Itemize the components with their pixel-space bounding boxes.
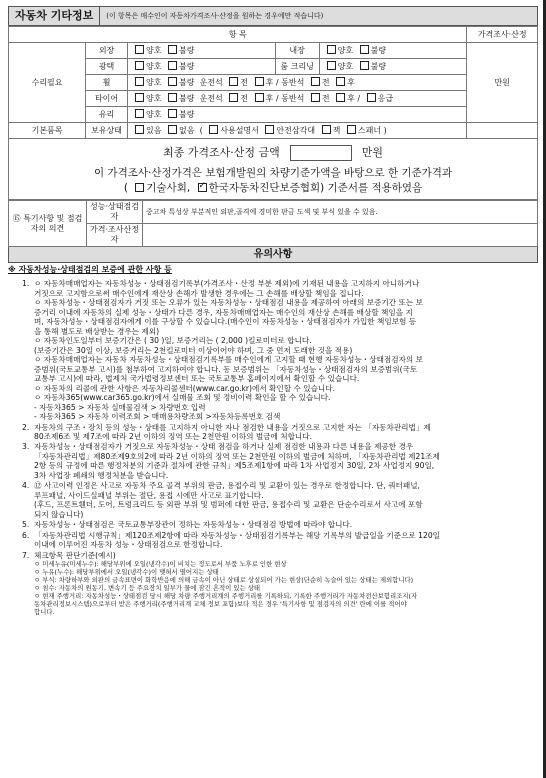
gloss-bad-checkbox[interactable]	[168, 61, 177, 70]
notice-line: 거짓으로 고지함으로써 매수인에게 재산상 손해가 발생한 경우에는 그 손해를 배상할 책임을 집니다.	[34, 288, 364, 298]
wheel-driver-rear-checkbox[interactable]	[255, 77, 264, 86]
notice-line: 「자동차관리법」제80조제9호의2에 따라 2년 이하의 징역 또는 2천만원 이하의 벌금에 처하며, 「자동차관리법 제21조제	[34, 451, 440, 461]
notice-item	[22, 442, 538, 480]
notice-sub-line: ㅇ 미세누유(미세누수): 해당부위에 오일(냉각수)이 비치는 정도로서 부품 노후로 인한 현상	[34, 560, 287, 569]
notice-sub-line: ㅇ 부식: 차량하부와 외판의 금속표면이 화학반응에 의해 금속이 아닌 상태로 상실되어 가는 현상(단순히 녹슬어 있는 상태는 제외합니다)	[34, 576, 414, 585]
possession-have-checkbox[interactable]	[135, 125, 144, 134]
section-note: (이 항목은 매수인이 자동차가격조사·산정을 원하는 경우에만 적습니다)	[106, 11, 324, 20]
notice-line: 루프패널, 사이드실패널 부위는 절단, 용접 시에만 사고로 표기합니다.	[34, 490, 264, 500]
tech-society-checkbox[interactable]	[135, 183, 144, 192]
exterior-options: 양호 불량	[127, 43, 275, 59]
final-price-label: 최종 가격조사·산정 금액	[162, 146, 280, 160]
glass-options: 양호 불량	[127, 107, 466, 123]
notice-line: 「자동차관리법 시행규칙」제120조제2항에 따라 자동차성능・상태점검기록부는 해당 기록부의 발급일을 기준으로 120일	[34, 530, 441, 540]
row-label-room-clean: 룸 크리닝	[275, 59, 319, 75]
notice-sub-line: 합니다.	[34, 608, 55, 617]
possession-options: 있음 없음 ( 사용설명서 안전삼각대 잭 스패너 )	[127, 123, 466, 139]
perf-inspector-label: 성능·상태점검자	[87, 201, 143, 224]
tire-options: 양호 불량 운전석 전 후 / 동반석 전 후 / 응급	[127, 91, 466, 107]
tire-bad-checkbox[interactable]	[168, 93, 177, 102]
notice-line: 이내에 이루어진 자동차 성능・상태점검으로 한정합니다.	[34, 540, 223, 550]
notice-line: 80조제6조 및 제7조에 따라 2년 이하의 징역 또는 2천만원 이하의 벌금에 처합니다.	[34, 432, 313, 441]
manual-checkbox[interactable]	[209, 125, 218, 134]
notice-sub-line: 동차관리정보시스템)으로부터 받은 주행거리(주행거리계 교체 정보 포함)보다 적은 경우 '특기사항 및 점검자의 의견' 란에 이를 적어야	[34, 600, 407, 609]
exterior-bad-checkbox[interactable]	[168, 45, 177, 54]
notice-item-number: 4.	[22, 481, 30, 491]
notice-sub-line: ㅇ 현재 주행거리: 자동차성능・상태점검 당시 해당 차량 주행거리계의 주행거리를 기록하되, 기록한 주행거리가 자동차전산보험리조지(자	[34, 592, 418, 601]
notice-line: ㅇ 자동차365(www.car365.go.kr)에서 실매물 조회 및 정비이력 확인을 할 수 있습니다.	[34, 393, 331, 403]
notice-item-number: 7.	[22, 550, 30, 560]
special-notes-table	[8, 200, 538, 247]
tire-passenger-rear-checkbox[interactable]	[336, 93, 345, 102]
notice-item	[22, 551, 538, 616]
section-header	[8, 6, 538, 26]
tire-passenger-front-checkbox[interactable]	[311, 93, 320, 102]
row-label-tire: 타이어	[86, 91, 128, 107]
notice-item-number: 5.	[22, 520, 30, 530]
notice-item-number: 3.	[22, 442, 30, 452]
interior-options: 양호 불량	[319, 43, 467, 59]
jack-checkbox[interactable]	[322, 125, 331, 134]
wheel-driver-front-checkbox[interactable]	[229, 77, 238, 86]
warranty-section-title: ※ 자동차성능·상태점검의 보증에 관한 사항 등	[8, 265, 172, 275]
notice-sub-line: ㅇ 침수: 자동차의 원동기, 변속기 등 주요장치 일부가 물에 잠긴 흔적이 있는 상태	[34, 584, 261, 593]
notice-item	[22, 279, 538, 421]
wheel-bad-checkbox[interactable]	[168, 77, 177, 86]
price-column-header: 가격조사·산정	[467, 27, 538, 43]
notice-line: 자동차성능・상태점검자가 거짓으로 자동차성능・상태 점검을 하거나 실제 점검한 내용과 다른 내용을 제공한 경우	[34, 442, 414, 452]
notice-item-number: 1.	[22, 279, 30, 289]
gloss-good-checkbox[interactable]	[135, 61, 144, 70]
interior-good-checkbox[interactable]	[327, 45, 336, 54]
glass-bad-checkbox[interactable]	[168, 109, 177, 118]
row-label-exterior: 외장	[86, 43, 128, 59]
notice-line: ㅇ 자동차의 리콜에 관한 사항은 자동차리콜센터(www.car.go.kr)에서 확인할 수 있습니다.	[34, 383, 335, 393]
notice-line: 자동차의 구조・장치 등의 성능・상태를 고지하지 아니한 자나 점검한 내용을 거짓으로 고지한 자는 「자동차관리법」제	[34, 422, 431, 432]
notice-line: 증거리 이내에 자동차의 실제 성능・상태가 다른 경우, 자동차매매업자는 매수인의 재산상 손해를 배상할 책임을 지	[34, 307, 413, 317]
tire-driver-front-checkbox[interactable]	[229, 93, 238, 102]
notice-item	[22, 531, 538, 550]
price-value: 만원	[467, 43, 538, 123]
notice-line: ㅇ 자동차인도일부터 보증기간은 ( 30 )일, 보증거리는 ( 2,000 )킬로미터로 합니다.	[34, 336, 312, 346]
price-inspector-text	[143, 224, 538, 247]
notice-line: - 자동차365 > 자동차 실매물검색 > 차량번호 입력	[34, 402, 206, 412]
notice-line: ㅇ 자동차매매업자는 자동차성능・상태점검기록부(가격조사・산정 부분 제외)에 기재된 내용을 고지하지 아니하거나	[34, 279, 420, 289]
notice-item	[22, 520, 538, 529]
possession-none-checkbox[interactable]	[168, 125, 177, 134]
final-price-unit: 만원	[361, 146, 383, 160]
wheel-passenger-rear-checkbox[interactable]	[336, 77, 345, 86]
room-clean-options: 양호 불량	[319, 59, 467, 75]
final-price-block	[8, 139, 538, 200]
gloss-options: 양호 불량	[127, 59, 275, 75]
repair-needed-label: 수리필요	[9, 43, 86, 123]
notice-sub-line: ㅇ 누유(누수): 해당부위에서 오일(냉각수)이 맺혀서 떨어지는 상태	[34, 568, 219, 577]
interior-bad-checkbox[interactable]	[360, 45, 369, 54]
special-notes-label: ⑮ 특기사항 및 점검자의 의견	[9, 201, 87, 247]
notice-line: 2항 등의 규정에 따른 행정처분의 기준과 절차에 관한 규칙」제5조제1항에 따라 1차 사업정지 30일, 2차 사업정지 90일,	[34, 461, 435, 471]
price-inspector-label: 가격·조사산정자	[87, 224, 143, 247]
notice-line: ⑫ 사고이력 인정은 사고로 자동차 주요 골격 부위의 판금, 용접수리 및 교환이 있는 경우로 한정합니다. 단, 쿼터패널,	[34, 481, 420, 491]
notice-line: ㅇ 자동차매매업자는 자동차 자동차성능・상태점검기록부를 매수인에게 고지할 때 현행 자동차성능・상태점검자의 보	[34, 355, 424, 365]
notice-line: - 자동차365 > 자동차 이력조회 > 매매용차량조회 >자동차등록번호 검색	[34, 412, 281, 422]
triangle-checkbox[interactable]	[265, 125, 274, 134]
item-column-header: 항 목	[9, 27, 467, 43]
other-info-table	[8, 26, 538, 139]
possession-price-cell	[467, 123, 538, 139]
notice-item	[22, 423, 538, 442]
basic-items-label: 기본품목	[9, 123, 86, 139]
notice-item	[22, 481, 538, 519]
row-label-gloss: 광택	[86, 59, 128, 75]
notice-item-number: 2.	[22, 422, 30, 432]
notice-line: 며, 자동차성능・상태점검자에게 이를 구상할 수 있습니다.(매수인이 자동차성능・상태점검자가 가입한 책임보험 등	[34, 317, 417, 327]
room-clean-good-checkbox[interactable]	[327, 61, 336, 70]
perf-inspector-text: 중고차 특성상 부분적인 외판,골격에 경미한 판금 도색 및 부식 있을 수 있음.	[143, 201, 538, 224]
notice-line: (후드, 프론트휀더, 도어, 트렁크리드 등 외판 부위 및 범퍼에 대한 판금, 용접수리 및 교환은 단순수리로서 사고에 포함	[34, 500, 423, 510]
row-label-glass: 유리	[86, 107, 128, 123]
wheel-passenger-front-checkbox[interactable]	[311, 77, 320, 86]
row-label-possession: 보유상태	[86, 123, 128, 139]
tire-driver-rear-checkbox[interactable]	[255, 93, 264, 102]
notice-title: 유의사항	[8, 247, 538, 263]
row-label-interior: 내장	[275, 43, 319, 59]
notice-line: 체크항목 판단기준(예시)	[34, 550, 116, 560]
notice-line: 을 통해 별도로 배상받는 경우는 제외)	[34, 326, 160, 336]
wheel-options: 양호 불량 운전석 전 후 / 동반석 전 후	[127, 75, 466, 91]
glass-good-checkbox[interactable]	[135, 109, 144, 118]
spanner-checkbox[interactable]	[347, 125, 356, 134]
notice-line: 되지 않습니다)	[34, 509, 84, 519]
row-label-wheel: 휠	[86, 75, 128, 91]
standard-selection-line: ( 기술사회, ✓ 한국자동차진단보증협회) 기준서를 적용하였음	[9, 182, 537, 195]
notice-line: 자동차성능・상태점검은 국토교통부장관이 정하는 자동차성능・상태점검 방법에 따라야 합니다.	[34, 520, 353, 530]
notice-line: ㅇ 자동차성능・상태점검자가 거짓 또는 오류가 있는 자동차성능・상태점검 내용을 제공하여 아래의 보증기간 또는 보	[34, 298, 423, 308]
section-title: 자동차 기타정보	[9, 7, 100, 25]
notice-item-number: 6.	[22, 530, 30, 540]
tire-emergency-checkbox[interactable]	[367, 93, 376, 102]
kadwa-checkbox[interactable]	[198, 183, 207, 192]
final-price-input[interactable]	[290, 145, 352, 161]
room-clean-bad-checkbox[interactable]	[360, 61, 369, 70]
notice-line: 3차 사업장 폐쇄의 행정처분을 받습니다.	[34, 470, 169, 480]
notice-list	[8, 279, 538, 616]
tire-good-checkbox[interactable]	[135, 93, 144, 102]
notice-line: (보증기간은 30일 이상, 보증거리는 2천킬로미터 이상이어야 하며, 그 중 먼저 도래한 것을 적용)	[34, 345, 353, 355]
wheel-good-checkbox[interactable]	[135, 77, 144, 86]
notice-line: 교통부 고시)에 따라, 법제처 국가법령정보센터 또는 국토교통부 홈페이지에서 확인할 수 있습니다.	[34, 374, 360, 384]
exterior-good-checkbox[interactable]	[135, 45, 144, 54]
final-statement-line: 이 가격조사·산정가격은 보험개발원의 차량기준가액을 바탕으로 한 기준가격과	[93, 167, 453, 179]
notice-line: 증범위(국토교통부 고시)를 첨부하여 고지하여야 합니다. 동 보증범위는 「자동차성능・상태점검자의 보증범위(국토	[34, 364, 418, 374]
